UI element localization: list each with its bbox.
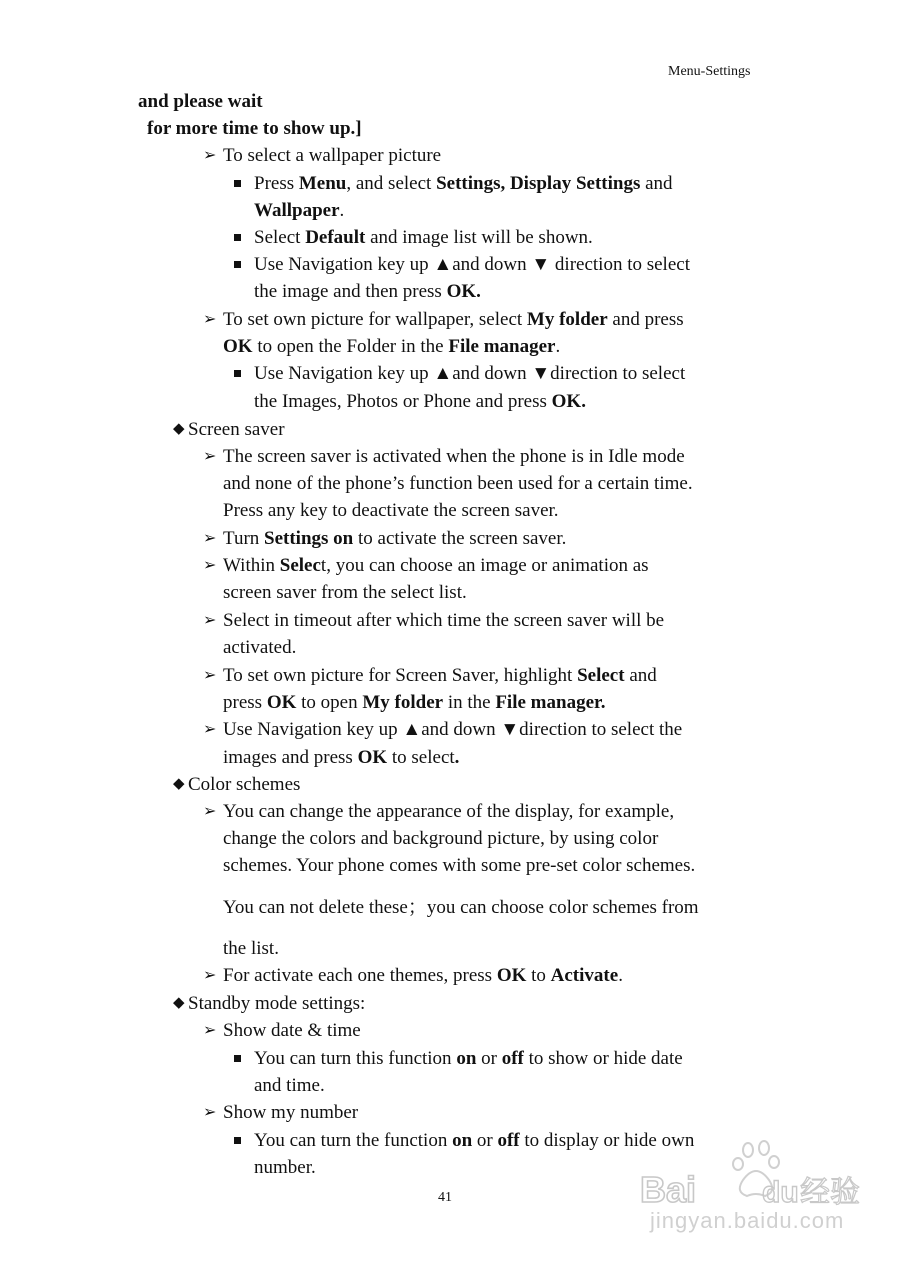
- text-line: To set own picture for wallpaper, select My folder and press: [223, 309, 684, 330]
- square-bullet-icon: [234, 180, 241, 187]
- text-line: Wallpaper.: [254, 200, 345, 221]
- text-line: For activate each one themes, press OK to Activate.: [223, 965, 623, 986]
- arrow-bullet-icon: ➢: [203, 1022, 217, 1039]
- svg-text:经验: 经验: [800, 1175, 860, 1210]
- text-line: for more time to show up.]: [147, 118, 362, 139]
- text-line: Press Menu, and select Settings, Display Settings and: [254, 173, 673, 194]
- arrow-bullet-icon: ➢: [203, 667, 217, 684]
- square-bullet-icon: [234, 1055, 241, 1062]
- arrow-bullet-icon: ➢: [203, 1104, 217, 1121]
- text-line: OK to open the Folder in the File manager.: [223, 336, 561, 357]
- text-line: the list.: [223, 938, 279, 959]
- text-line: Select in timeout after which time the screen saver will be: [223, 610, 665, 631]
- text-line: Select Default and image list will be shown.: [254, 227, 593, 248]
- section-heading: Screen saver: [188, 419, 285, 440]
- arrow-bullet-icon: ➢: [203, 311, 217, 328]
- square-bullet-icon: [234, 370, 241, 377]
- square-bullet-icon: [234, 1137, 241, 1144]
- text-line: number.: [254, 1157, 316, 1178]
- text-line: To select a wallpaper picture: [223, 145, 442, 166]
- square-bullet-icon: [234, 261, 241, 268]
- diamond-bullet-icon: ◆: [173, 776, 185, 792]
- text-line: and please wait: [138, 91, 263, 112]
- diamond-bullet-icon: ◆: [173, 995, 185, 1011]
- arrow-bullet-icon: ➢: [203, 530, 217, 547]
- arrow-bullet-icon: ➢: [203, 803, 217, 820]
- text-line: You can turn the function on or off to display or hide own: [254, 1130, 695, 1151]
- text-line: Use Navigation key up ▲and down ▼ direction to select: [254, 254, 690, 275]
- text-line: You can change the appearance of the display, for example,: [223, 801, 675, 822]
- text-line: Turn Settings on to activate the screen saver.: [223, 528, 567, 549]
- square-bullet-icon: [234, 234, 241, 241]
- arrow-bullet-icon: ➢: [203, 448, 217, 465]
- text-line: You can not delete these；you can choose color schemes from: [223, 897, 699, 918]
- text-line: schemes. Your phone comes with some pre-set color schemes.: [223, 855, 696, 876]
- section-heading: Color schemes: [188, 774, 301, 795]
- page-number: 41: [438, 1190, 452, 1205]
- text-line: the Images, Photos or Phone and press OK.: [254, 391, 586, 412]
- arrow-bullet-icon: ➢: [203, 557, 217, 574]
- text-line: the image and then press OK.: [254, 281, 481, 302]
- arrow-bullet-icon: ➢: [203, 721, 217, 738]
- arrow-bullet-icon: ➢: [203, 147, 217, 164]
- text-line: Use Navigation key up ▲and down ▼direction to select the: [223, 719, 683, 740]
- page-header: Menu-Settings: [668, 64, 751, 79]
- section-heading: Standby mode settings:: [188, 993, 366, 1014]
- text-line: You can turn this function on or off to show or hide date: [254, 1048, 683, 1069]
- text-line: Show date & time: [223, 1020, 361, 1041]
- diamond-bullet-icon: ◆: [173, 421, 185, 437]
- svg-text:du: du: [762, 1176, 799, 1209]
- text-line: press OK to open My folder in the File manager.: [223, 692, 606, 713]
- text-line: and none of the phone’s function been used for a certain time.: [223, 473, 693, 494]
- text-line: Within Select, you can choose an image or animation as: [223, 555, 649, 576]
- text-line: screen saver from the select list.: [223, 582, 467, 603]
- svg-text:Bai: Bai: [640, 1169, 697, 1210]
- text-line: To set own picture for Screen Saver, highlight Select and: [223, 665, 657, 686]
- arrow-bullet-icon: ➢: [203, 612, 217, 629]
- text-line: activated.: [223, 637, 297, 658]
- text-line: Press any key to deactivate the screen saver.: [223, 500, 559, 521]
- text-line: The screen saver is activated when the phone is in Idle mode: [223, 446, 685, 467]
- text-line: Show my number: [223, 1102, 359, 1123]
- watermark-url: jingyan.baidu.com: [650, 1208, 845, 1233]
- arrow-bullet-icon: ➢: [203, 967, 217, 984]
- text-line: Use Navigation key up ▲and down ▼direction to select: [254, 363, 686, 384]
- text-line: images and press OK to select.: [223, 747, 460, 768]
- text-line: change the colors and background picture, by using color: [223, 828, 659, 849]
- text-line: and time.: [254, 1075, 325, 1096]
